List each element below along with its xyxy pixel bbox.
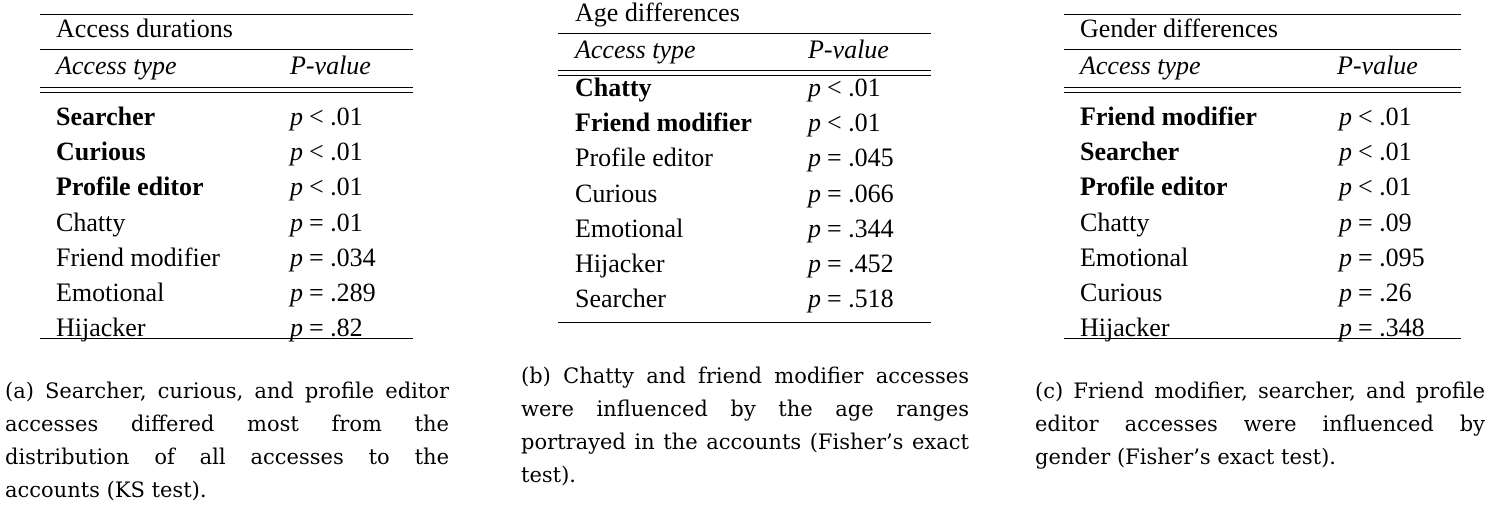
header-double-rule-top (558, 70, 931, 71)
table-age-differences (558, 0, 931, 328)
p-symbol: p (1339, 172, 1352, 202)
caption-c: (c) Friend modifier, searcher, and profile editor accesses were influenced by gender (Fisher’s exact test). (1035, 379, 1485, 469)
table-bottom-rule (558, 322, 931, 323)
row-p-value (290, 172, 363, 202)
row-access-type: Friend modifier (1080, 102, 1257, 131)
row-access-type: Hijacker (56, 313, 146, 343)
p-symbol: p (1339, 278, 1352, 307)
p-comparison: = .289 (309, 278, 376, 307)
row-p-value (1339, 102, 1412, 132)
row-p-value (1339, 137, 1412, 167)
p-comparison: = .344 (827, 213, 894, 243)
row-p-value (1339, 172, 1412, 202)
p-symbol: p (808, 108, 821, 138)
row-p-value (808, 214, 894, 244)
p-symbol: p (290, 102, 303, 131)
p-comparison: = .518 (827, 284, 894, 314)
p-comparison: = .034 (309, 242, 376, 272)
row-access-type: Curious (575, 178, 658, 208)
row-p-value (1339, 208, 1412, 238)
table-bottom-rule (40, 338, 413, 339)
row-access-type: Friend modifier (56, 242, 220, 272)
p-symbol: p (290, 137, 303, 167)
row-access-type: Emotional (1080, 242, 1189, 272)
p-symbol: p (290, 242, 303, 272)
title-rule (1064, 49, 1461, 50)
row-access-type: Hijacker (575, 249, 665, 278)
p-comparison: = .095 (1358, 242, 1425, 272)
row-access-type: Searcher (1080, 137, 1180, 167)
row-access-type: Emotional (56, 278, 165, 307)
p-comparison: = .452 (827, 249, 894, 278)
p-comparison: < .01 (309, 172, 363, 202)
p-symbol: p (1339, 207, 1352, 237)
row-p-value (1339, 278, 1412, 308)
table-title: Age differences (575, 0, 740, 27)
p-comparison: = .09 (1358, 207, 1412, 237)
row-p-value (290, 208, 363, 238)
p-symbol: p (1339, 313, 1352, 343)
header-double-rule-bottom (1064, 92, 1461, 93)
p-symbol: p (1339, 137, 1352, 167)
row-access-type: Searcher (575, 284, 666, 314)
table-title: Access durations (56, 14, 233, 43)
row-access-type: Chatty (56, 207, 126, 237)
p-symbol: p (808, 178, 821, 208)
row-p-value (808, 73, 881, 103)
table-title: Gender differences (1080, 14, 1279, 43)
p-comparison: < .01 (827, 73, 881, 102)
p-symbol: p (808, 143, 821, 173)
header-access-type: Access type (575, 35, 696, 64)
row-p-value (808, 143, 894, 173)
header-p-value: P-value (1337, 51, 1418, 80)
p-comparison: = .066 (827, 178, 894, 208)
p-symbol: p (1339, 102, 1352, 131)
p-symbol: p (290, 207, 303, 237)
p-comparison: = .82 (309, 313, 363, 343)
header-double-rule-top (1064, 87, 1461, 88)
row-access-type: Curious (56, 137, 146, 167)
p-comparison: = .01 (309, 207, 363, 237)
header-double-rule-bottom (40, 92, 413, 93)
row-access-type: Emotional (575, 213, 684, 243)
p-comparison: = .26 (1358, 278, 1412, 307)
p-comparison: < .01 (827, 108, 881, 138)
row-access-type: Profile editor (575, 143, 713, 173)
caption-a: (a) Searcher, curious, and profile editor accesses differed most from the distribution of all accesses to the accounts (KS test). (5, 379, 449, 502)
p-comparison: = .348 (1358, 313, 1425, 343)
p-symbol: p (808, 213, 821, 243)
caption-b: (b) Chatty and friend modifier accesses were influenced by the age ranges portrayed in the accounts (Fisher’s exact test). (521, 364, 969, 487)
p-comparison: < .01 (1358, 102, 1412, 131)
table-access-durations (40, 12, 413, 342)
row-p-value (808, 108, 881, 138)
row-access-type: Chatty (575, 73, 652, 102)
row-access-type: Profile editor (56, 172, 204, 202)
p-symbol: p (290, 278, 303, 307)
header-p-value: P-value (290, 51, 371, 80)
p-comparison: < .01 (309, 137, 363, 167)
row-p-value (1339, 243, 1425, 273)
title-rule (40, 49, 413, 50)
p-symbol: p (290, 313, 303, 343)
p-comparison: = .045 (827, 143, 894, 173)
row-p-value (290, 137, 363, 167)
header-double-rule-top (40, 87, 413, 88)
row-p-value (808, 284, 894, 314)
row-access-type: Curious (1080, 278, 1163, 307)
row-p-value (290, 102, 363, 132)
row-access-type: Profile editor (1080, 172, 1228, 202)
row-access-type: Friend modifier (575, 108, 752, 138)
row-p-value (290, 243, 376, 273)
p-symbol: p (290, 172, 303, 202)
row-p-value (808, 249, 894, 279)
table-bottom-rule (1064, 338, 1461, 339)
row-access-type: Searcher (56, 102, 156, 131)
header-p-value: P-value (808, 35, 889, 64)
p-symbol: p (1339, 242, 1352, 272)
p-symbol: p (808, 73, 821, 102)
header-access-type: Access type (56, 51, 177, 80)
p-comparison: < .01 (309, 102, 363, 131)
p-symbol: p (808, 284, 821, 314)
row-p-value (808, 179, 894, 209)
header-access-type: Access type (1080, 51, 1201, 80)
table-gender-differences (1064, 12, 1461, 342)
title-rule (558, 33, 931, 34)
row-access-type: Hijacker (1080, 313, 1170, 343)
p-symbol: p (808, 249, 821, 278)
row-p-value (290, 278, 376, 308)
p-comparison: < .01 (1358, 172, 1412, 202)
row-access-type: Chatty (1080, 207, 1150, 237)
p-comparison: < .01 (1358, 137, 1412, 167)
